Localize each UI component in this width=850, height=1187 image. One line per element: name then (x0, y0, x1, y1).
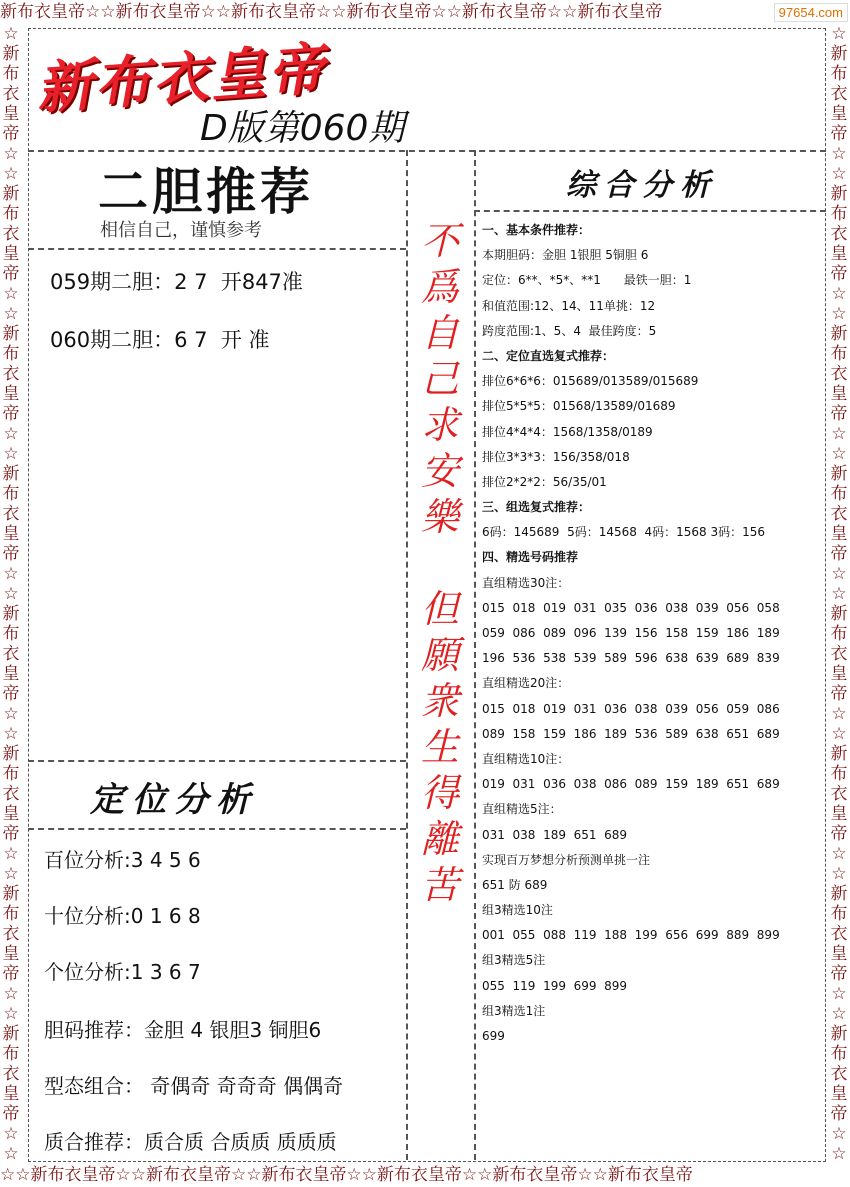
border-glyph: 帝 (2, 124, 20, 144)
border-glyph: 新 (2, 604, 20, 624)
border-glyph: 皇 (2, 944, 20, 964)
border-glyph: 皇 (830, 104, 848, 124)
bottom-border: ☆☆新布衣皇帝☆☆新布衣皇帝☆☆新布衣皇帝☆☆新布衣皇帝☆☆新布衣皇帝☆☆新布衣皇帝 (0, 1165, 693, 1185)
border-glyph: 新 (830, 744, 848, 764)
border-glyph: ☆ (3, 1124, 19, 1144)
border-glyph: 帝 (2, 264, 20, 284)
border-glyph: 衣 (2, 504, 20, 524)
border-glyph: 皇 (830, 244, 848, 264)
border-glyph: 衣 (2, 784, 20, 804)
border-glyph: 新 (2, 184, 20, 204)
border-glyph: ☆ (3, 1144, 19, 1164)
erdan-subtitle: 相信自己，谨慎参考 (100, 220, 262, 241)
analysis-line: 跨度范围:1、5、4 最佳跨度：5 (482, 323, 657, 338)
border-glyph: 帝 (2, 964, 20, 984)
border-glyph: 帝 (2, 404, 20, 424)
border-glyph: ☆ (831, 1124, 847, 1144)
analysis-line: 本期胆码：金胆 1银胆 5铜胆 6 (482, 248, 649, 263)
border-glyph: 衣 (2, 224, 20, 244)
motto-char: 不 (420, 219, 459, 263)
border-glyph: 帝 (830, 124, 848, 144)
border-glyph: 新 (2, 744, 20, 764)
erdan-title: 二胆推荐 (98, 162, 314, 221)
border-glyph: 新 (830, 44, 848, 64)
border-glyph: ☆ (3, 704, 19, 724)
border-glyph: 帝 (830, 1104, 848, 1124)
border-glyph: 布 (2, 764, 20, 784)
motto-char: 苦 (420, 863, 459, 907)
border-glyph: 皇 (830, 1084, 848, 1104)
border-glyph: ☆ (3, 284, 19, 304)
border-glyph: ☆ (3, 144, 19, 164)
border-glyph: ☆ (3, 564, 19, 584)
border-glyph: 衣 (830, 784, 848, 804)
border-glyph: 皇 (830, 524, 848, 544)
analysis-line: 001 055 088 119 188 199 656 699 889 899 (482, 928, 780, 943)
border-glyph: 新 (2, 464, 20, 484)
dingwei-line: 质合推荐：质合质 合质质 质质质 (44, 1130, 337, 1154)
border-glyph: 皇 (2, 524, 20, 544)
border-glyph: 帝 (830, 264, 848, 284)
border-glyph: ☆ (831, 424, 847, 444)
border-glyph: 布 (2, 344, 20, 364)
border-glyph: ☆ (831, 304, 847, 324)
analysis-line: 015 018 019 031 036 038 039 056 059 086 (482, 701, 780, 716)
motto-char: 爲 (420, 265, 459, 309)
border-glyph: 新 (830, 604, 848, 624)
analysis-line: 699 (482, 1029, 505, 1043)
border-glyph: 布 (2, 204, 20, 224)
border-glyph: 布 (830, 344, 848, 364)
left-column-divider (406, 150, 408, 1160)
border-glyph: ☆ (831, 24, 847, 44)
right-border (828, 24, 850, 1164)
border-glyph: ☆ (831, 564, 847, 584)
border-glyph: ☆ (831, 144, 847, 164)
analysis-heading: 四、精选号码推荐 (482, 550, 579, 565)
border-glyph: 皇 (2, 804, 20, 824)
erdan-line-060: 060期二胆：6 7 开 准 (50, 328, 270, 352)
border-glyph: 衣 (2, 84, 20, 104)
border-glyph: 帝 (2, 544, 20, 564)
border-glyph: ☆ (831, 724, 847, 744)
border-glyph: 布 (2, 1044, 20, 1064)
analysis-line: 059 086 089 096 139 156 158 159 186 189 (482, 626, 780, 640)
border-glyph: 布 (2, 624, 20, 644)
analysis-line: 6码：145689 5码：14568 4码：1568 3码：156 (482, 525, 766, 540)
border-glyph: ☆ (831, 584, 847, 604)
motto-char (418, 540, 462, 586)
border-glyph: ☆ (831, 1004, 847, 1024)
border-glyph: 帝 (830, 684, 848, 704)
border-glyph: 皇 (830, 384, 848, 404)
border-glyph: ☆ (3, 724, 19, 744)
analysis-line: 651 防 689 (482, 877, 548, 892)
border-glyph: 新 (2, 884, 20, 904)
border-glyph: 皇 (2, 1084, 20, 1104)
border-glyph: 帝 (830, 544, 848, 564)
border-glyph: ☆ (3, 984, 19, 1004)
motto-char: 自 (420, 311, 459, 355)
dingwei-title-divider (28, 828, 406, 830)
border-glyph: 帝 (2, 824, 20, 844)
border-glyph: 布 (830, 764, 848, 784)
border-glyph: ☆ (831, 864, 847, 884)
border-glyph: 帝 (2, 684, 20, 704)
analysis-line: 直组精选10注： (482, 751, 570, 766)
border-glyph: 皇 (2, 664, 20, 684)
analysis-line: 组3精选5注 (482, 953, 546, 968)
border-glyph: 衣 (830, 1064, 848, 1084)
dingwei-line: 百位分析:3 4 5 6 (44, 848, 201, 872)
border-glyph: ☆ (3, 424, 19, 444)
border-glyph: ☆ (3, 1004, 19, 1024)
border-glyph: 衣 (830, 364, 848, 384)
motto-char: 願 (420, 633, 459, 677)
analysis-line: 排位6*6*6：015689/013589/015689 (482, 374, 699, 389)
analysis-line: 排位4*4*4：1568/1358/0189 (482, 424, 653, 439)
dingwei-line: 型态组合： 奇偶奇 奇奇奇 偶偶奇 (44, 1074, 344, 1098)
zonghe-list (482, 218, 822, 1049)
vertical-motto (418, 218, 462, 908)
analysis-line: 定位：6**、*5*、**1 最铁一胆：1 (482, 273, 692, 288)
motto-char: 安 (420, 449, 459, 493)
border-glyph: 皇 (830, 804, 848, 824)
analysis-line: 排位5*5*5：01568/13589/01689 (482, 399, 676, 414)
erdan-line-059: 059期二胆：2 7 开847准 (50, 270, 303, 294)
dingwei-line: 十位分析:0 1 6 8 (44, 904, 201, 928)
border-glyph: ☆ (831, 164, 847, 184)
border-glyph: ☆ (831, 984, 847, 1004)
border-glyph: 新 (2, 44, 20, 64)
border-glyph: ☆ (831, 444, 847, 464)
issue-title: D版第060期 (200, 108, 405, 149)
analysis-line: 组3精选1注 (482, 1003, 546, 1018)
border-glyph: 新 (830, 884, 848, 904)
motto-char: 生 (420, 725, 459, 769)
dingwei-line: 胆码推荐：金胆 4 银胆3 铜胆6 (44, 1018, 322, 1042)
analysis-line: 019 031 036 038 086 089 159 189 651 689 (482, 777, 780, 792)
border-glyph: 皇 (2, 244, 20, 264)
brand-logo: 新布衣皇帝 (34, 36, 329, 123)
border-glyph: ☆ (831, 284, 847, 304)
border-glyph: 新 (830, 324, 848, 344)
border-glyph: 皇 (830, 944, 848, 964)
border-glyph: 皇 (830, 664, 848, 684)
border-glyph: 帝 (830, 404, 848, 424)
motto-char: 衆 (420, 679, 459, 723)
border-glyph: ☆ (831, 1144, 847, 1164)
right-column-divider (474, 150, 476, 1160)
motto-char: 得 (420, 771, 459, 815)
border-glyph: 衣 (830, 84, 848, 104)
analysis-heading: 一、基本条件推荐： (482, 223, 591, 237)
border-glyph: ☆ (831, 704, 847, 724)
analysis-line: 直组精选5注： (482, 802, 562, 817)
zonghe-title: 综合分析 (566, 168, 718, 203)
border-glyph: 新 (830, 1024, 848, 1044)
border-glyph: 新 (2, 324, 20, 344)
border-glyph: 布 (830, 904, 848, 924)
analysis-line: 直组精选20注： (482, 676, 570, 691)
border-glyph: 新 (830, 184, 848, 204)
analysis-line: 031 038 189 651 689 (482, 827, 628, 842)
border-glyph: 布 (2, 64, 20, 84)
border-glyph: 衣 (830, 924, 848, 944)
border-glyph: 皇 (2, 104, 20, 124)
dingwei-top-divider (28, 760, 406, 762)
border-glyph: ☆ (3, 444, 19, 464)
border-glyph: 布 (2, 904, 20, 924)
motto-char: 但 (420, 587, 459, 631)
analysis-line: 组3精选10注 (482, 903, 553, 918)
motto-char: 樂 (420, 495, 459, 539)
analysis-line: 089 158 159 186 189 536 589 638 651 689 (482, 726, 780, 741)
border-glyph: 衣 (2, 924, 20, 944)
analysis-line: 015 018 019 031 035 036 038 039 056 058 (482, 600, 780, 615)
left-border (0, 24, 22, 1164)
border-glyph: 新 (2, 1024, 20, 1044)
border-glyph: 衣 (830, 644, 848, 664)
border-glyph: 布 (830, 64, 848, 84)
border-glyph: 帝 (830, 964, 848, 984)
border-glyph: 布 (830, 204, 848, 224)
border-glyph: ☆ (831, 844, 847, 864)
site-watermark: 97654.com (774, 3, 848, 22)
border-glyph: 布 (830, 1044, 848, 1064)
border-glyph: 帝 (830, 824, 848, 844)
zonghe-divider (474, 210, 826, 212)
analysis-line: 排位3*3*3：156/358/018 (482, 449, 630, 464)
dingwei-title: 定位分析 (90, 780, 258, 820)
border-glyph: 衣 (2, 1064, 20, 1084)
border-glyph: 衣 (2, 644, 20, 664)
border-glyph: 布 (2, 484, 20, 504)
border-glyph: 衣 (830, 224, 848, 244)
analysis-line: 直组精选30注： (482, 575, 570, 590)
border-glyph: 衣 (2, 364, 20, 384)
analysis-line: 和值范围:12、14、11单挑：12 (482, 298, 656, 313)
analysis-heading: 三、组选复式推荐： (482, 500, 591, 515)
border-glyph: ☆ (3, 844, 19, 864)
border-glyph: 衣 (830, 504, 848, 524)
border-glyph: ☆ (3, 304, 19, 324)
dingwei-line: 个位分析:1 3 6 7 (44, 960, 201, 984)
border-glyph: 布 (830, 624, 848, 644)
analysis-line: 055 119 199 699 899 (482, 978, 628, 993)
analysis-heading: 二、定位直选复式推荐： (482, 348, 615, 363)
border-glyph: 新 (830, 464, 848, 484)
border-glyph: 皇 (2, 384, 20, 404)
border-glyph: ☆ (3, 24, 19, 44)
motto-char: 離 (420, 817, 459, 861)
motto-char: 己 (420, 357, 459, 401)
top-border: 新布衣皇帝☆☆新布衣皇帝☆☆新布衣皇帝☆☆新布衣皇帝☆☆新布衣皇帝☆☆新布衣皇帝 (0, 2, 663, 22)
motto-char: 求 (420, 403, 459, 447)
border-glyph: 帝 (2, 1104, 20, 1124)
analysis-line: 实现百万梦想分析预测单挑一注 (482, 852, 651, 867)
border-glyph: ☆ (3, 164, 19, 184)
border-glyph: ☆ (3, 584, 19, 604)
analysis-line: 196 536 538 539 589 596 638 639 689 839 (482, 651, 780, 666)
analysis-line: 排位2*2*2：56/35/01 (482, 474, 607, 489)
erdan-divider (28, 248, 406, 250)
border-glyph: ☆ (3, 864, 19, 884)
border-glyph: 布 (830, 484, 848, 504)
